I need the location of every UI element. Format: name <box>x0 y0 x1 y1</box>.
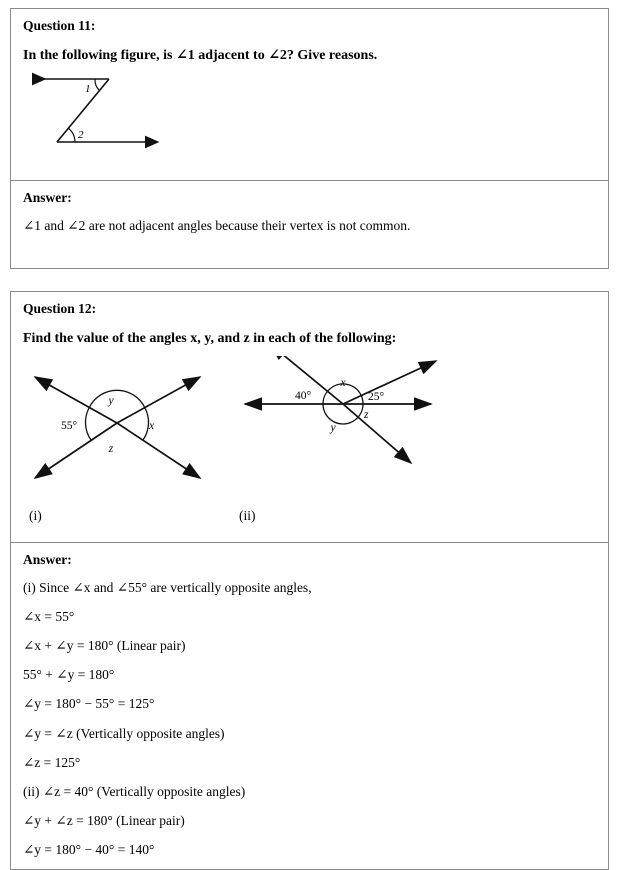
figure-ii-ray-lower-right <box>343 404 411 463</box>
figure-captions <box>23 506 596 532</box>
answer-12-line: ∠y + ∠z = 180° (Linear pair) <box>23 813 185 829</box>
answer-12-line: 55° + ∠y = 180° <box>23 667 115 683</box>
answer-11-label: Answer: <box>23 190 72 206</box>
figure-i-angle-arc-left <box>85 408 91 440</box>
figure-ii-caption: (ii) <box>239 507 256 523</box>
figure-i-caption: (i) <box>29 507 42 523</box>
figure-ii-arc-25 <box>361 395 363 404</box>
answer-12-line: (ii) ∠z = 40° (Vertically opposite angles) <box>23 784 246 799</box>
question-12-figures <box>23 356 596 506</box>
figure-ii-label-z: z <box>364 408 369 421</box>
answer-12-line: ∠y = 180° − 40° = 140° <box>23 842 155 858</box>
question-11-cell <box>11 9 608 180</box>
figure-i-group <box>35 377 200 478</box>
question-12-block <box>10 291 609 869</box>
angle-1-arc <box>95 79 100 91</box>
z-shape-angles-figure <box>23 70 323 170</box>
question-12-cell <box>11 292 608 541</box>
question-11-prompt: In the following figure, is ∠1 adjacent to ∠2? Give reasons. <box>23 47 378 63</box>
answer-12-line: ∠x = 55° <box>23 608 75 624</box>
question-12-prompt: Find the value of the angles x, y, and z in each of the following: <box>23 331 397 347</box>
figure-i-label-55: 55° <box>61 419 78 432</box>
answer-12-label: Answer: <box>23 551 72 567</box>
angle-1-label: 1 <box>85 83 91 96</box>
answer-12-line: (i) Since ∠x and ∠55° are vertically opposite angles, <box>23 579 312 595</box>
angle-figures-svg <box>23 356 598 506</box>
answer-12-line: ∠x + ∠y = 180° (Linear pair) <box>23 638 186 654</box>
figure-i-angle-arc-right <box>143 408 149 440</box>
answer-11-cell <box>11 180 608 268</box>
answer-11-line: ∠1 and ∠2 are not adjacent angles because their vertex is not common. <box>23 218 411 234</box>
figure-i-angle-arc-top <box>89 390 145 408</box>
figure-ii-label-40: 40° <box>295 389 312 402</box>
figure-ii-label-x: x <box>340 376 346 389</box>
figure-i-label-z: z <box>108 442 114 455</box>
figure-ii-arc-y <box>323 404 355 424</box>
angle-2-arc <box>68 128 75 142</box>
answer-12-cell <box>11 542 608 869</box>
figure-i-label-y: y <box>108 394 114 407</box>
figure-i-ray-upper-left <box>35 377 117 423</box>
figure-i-ray-lower-right <box>117 423 200 478</box>
answer-12-line: ∠y = ∠z (Vertically opposite angles) <box>23 725 225 741</box>
question-11-block <box>10 8 609 269</box>
question-12-label: Question 12: <box>23 301 97 317</box>
answer-12-line: ∠z = 125° <box>23 754 81 770</box>
answer-12-line: ∠y = 180° − 55° = 125° <box>23 696 155 712</box>
question-11-figure <box>23 70 596 170</box>
figure-i-label-x: x <box>149 419 155 432</box>
figure-ii-group <box>245 356 436 463</box>
figure-ii-label-25: 25° <box>368 390 385 403</box>
figure-ii-label-y: y <box>330 421 336 434</box>
figure-ii-ray-upper-right <box>343 361 436 404</box>
figure-ii-arc-x <box>331 384 361 395</box>
question-11-label: Question 11: <box>23 18 96 33</box>
angle-2-label: 2 <box>78 129 84 142</box>
figure-i-ray-upper-right <box>117 377 200 423</box>
